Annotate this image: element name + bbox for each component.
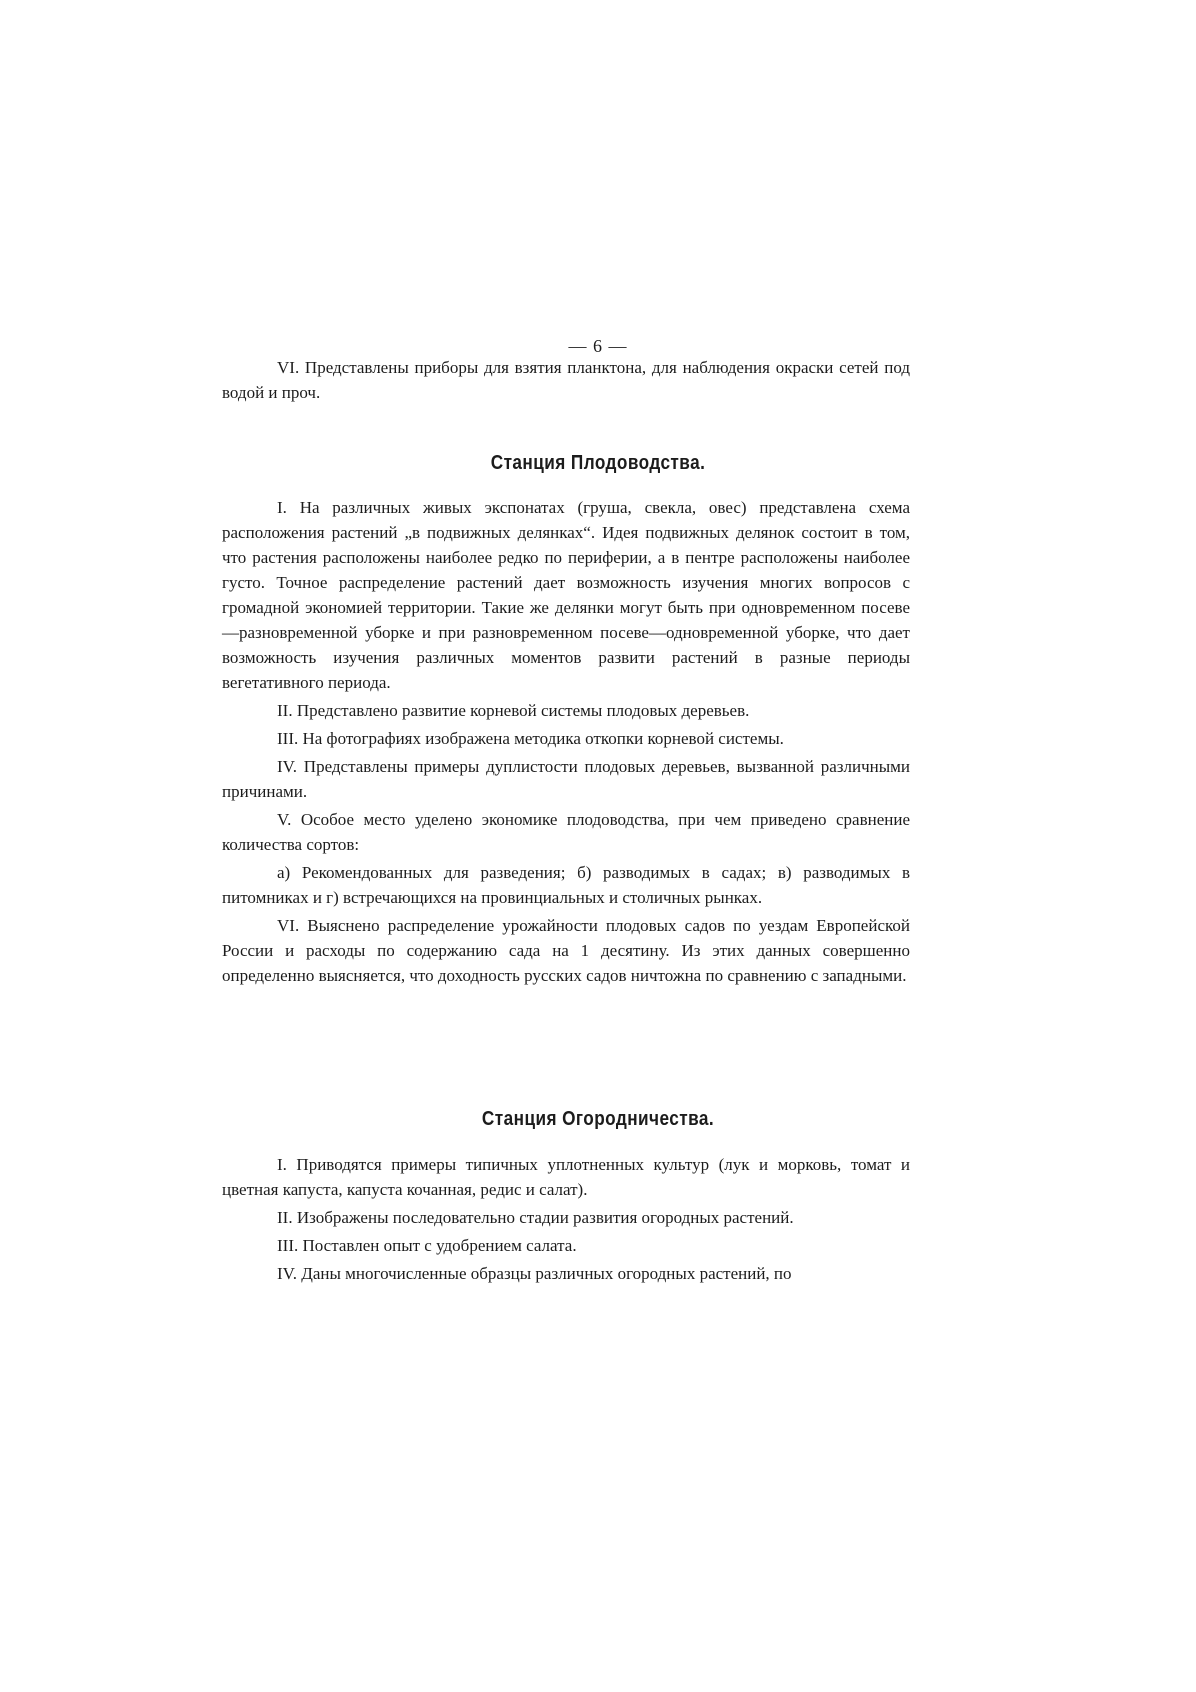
- vegetable-paragraph-iv: IV. Даны многочисленные образцы различных огородных растений, по: [277, 1264, 792, 1283]
- fruit-paragraph-i: I. На различных живых экспонатах (груша, свекла, овес) представлена схема расположения растений „в подвижных делянках“. Идея подвижных делянок состоит в том, что растения расположены наиболее редко по периферии, а в пентре расположены наиболее густо. Точное распределение растений дает возможность изучения многих вопросов с громадной экономией территории. Такие же делянки могут быть при одновременном посеве—разновременной уборке и при разновременном посеве—одновременной уборке, что дает возможность изучения различных моментов развити растений в разные периоды вегетативного периода.: [222, 498, 910, 692]
- paragraph-vi: VI. Представлены приборы для взятия планктона, для наблюдения окраски сетей под водой и проч.: [222, 358, 910, 402]
- fruit-paragraph-iii: III. На фотографиях изображена методика откопки корневой системы.: [277, 729, 784, 748]
- fruit-paragraph-vi: VI. Выяснено распределение урожайности плодовых садов по уездам Европейской России и расходы по содержанию сада на 1 десятину. Из этих данных совершенно определенно выясняется, что доходность русских садов ничтожна по сравнению с западными.: [222, 916, 910, 985]
- page-number: — 6 —: [568, 336, 628, 356]
- vegetable-paragraph-i: I. Приводятся примеры типичных уплотненных культур (лук и морковь, томат и цветная капуста, капуста кочанная, редис и салат).: [222, 1155, 910, 1199]
- fruit-paragraph-ii: II. Представлено развитие корневой системы плодовых деревьев.: [277, 701, 750, 720]
- section-heading-vegetable: Станция Огородничества.: [481, 1108, 715, 1130]
- vegetable-paragraph-iii: III. Поставлен опыт с удобрением салата.: [277, 1236, 577, 1255]
- vegetable-station-block: [222, 1152, 910, 1286]
- fruit-paragraph-v-list: а) Рекомендованных для разведения; б) разводимых в садах; в) разводимых в питомниках и г) встречающихся на провинциальных и столичных рынках.: [222, 863, 910, 907]
- fruit-station-block: [222, 495, 910, 988]
- fruit-paragraph-v: V. Особое место уделено экономике плодоводства, при чем приведено сравнение количества сортов:: [222, 810, 910, 854]
- vegetable-paragraph-ii: II. Изображены последовательно стадии развития огородных растений.: [277, 1208, 794, 1227]
- section-heading-fruit: Станция Плодоводства.: [490, 452, 706, 474]
- intro-block: [222, 355, 910, 405]
- fruit-paragraph-iv: IV. Представлены примеры дуплистости плодовых деревьев, вызванной различными причинами.: [222, 757, 910, 801]
